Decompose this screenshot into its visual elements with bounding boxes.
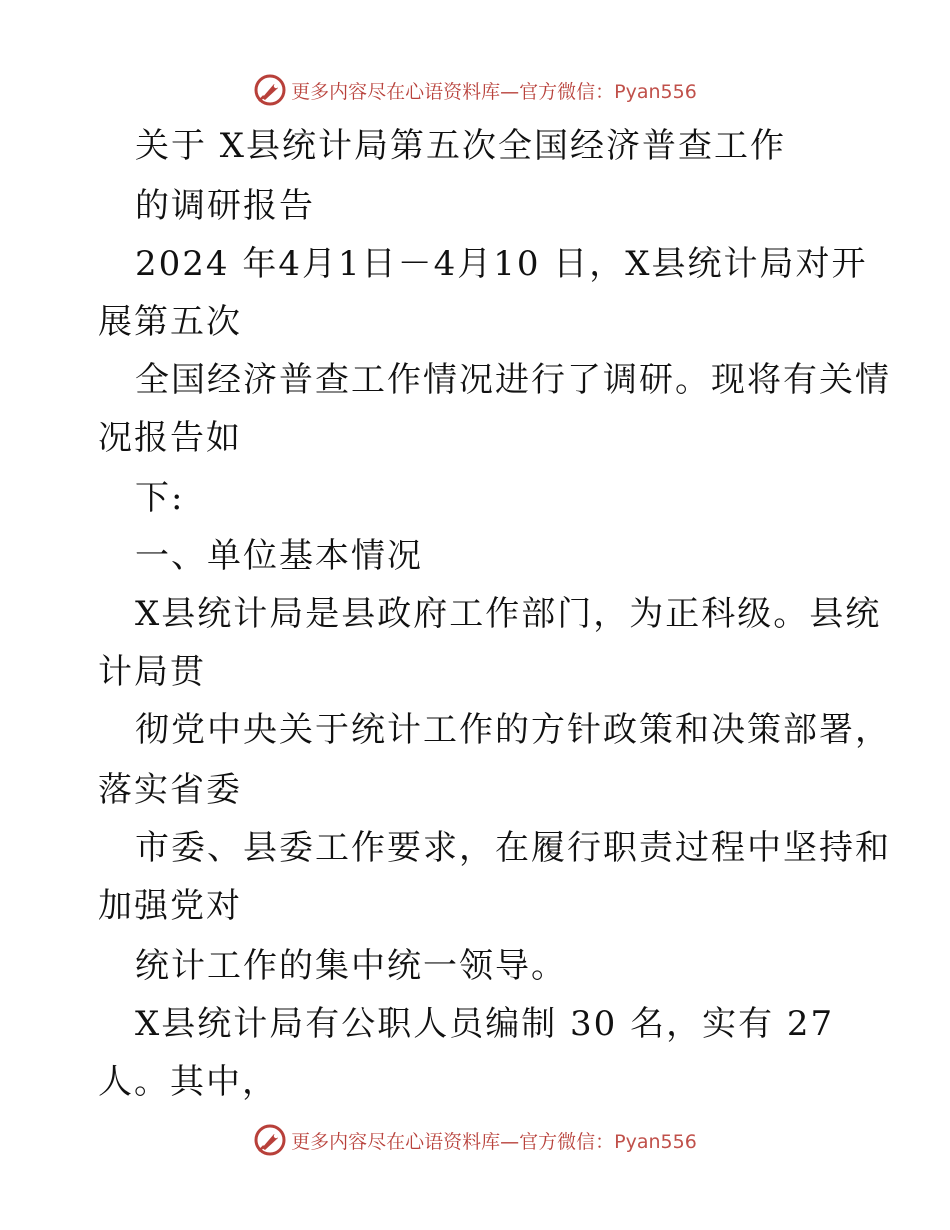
paragraph-line: 计局贯 [98, 652, 206, 692]
paragraph-line: 人。其中， [98, 1062, 278, 1102]
watermark-wechat-id: Pyan556 [614, 80, 697, 103]
paragraph-line: 下: [135, 478, 185, 518]
paragraph-line: X县统计局是县政府工作部门，为正科级。县统 [135, 594, 882, 634]
paragraph-line: 况报告如 [98, 418, 242, 458]
pen-nib-logo-icon [253, 1123, 287, 1157]
watermark-wechat-id: Pyan556 [614, 1130, 697, 1153]
paragraph-line: 落实省委 [98, 770, 242, 810]
section-heading: 一、单位基本情况 [135, 536, 423, 576]
paragraph-line: 2024 年4月1日－4月10 日，X县统计局对开 [135, 244, 868, 284]
watermark-text: 更多内容尽在心语资料库—官方微信：Pyan556 [291, 80, 697, 103]
paragraph-line: 全国经济普查工作情况进行了调研。现将有关情 [135, 360, 891, 400]
document-title-line-1: 关于 X县统计局第五次全国经济普查工作 [135, 126, 787, 166]
watermark-banner-bottom [0, 1120, 950, 1160]
paragraph-line: X县统计局有公职人员编制 30 名，实有 27 [135, 1004, 835, 1044]
paragraph-line: 市委、县委工作要求，在履行职责过程中坚持和 [135, 828, 891, 868]
document-title-line-2: 的调研报告 [135, 186, 315, 226]
watermark-banner-top [0, 70, 950, 110]
paragraph-line: 彻党中央关于统计工作的方针政策和决策部署， [135, 710, 891, 750]
pen-nib-logo-icon [253, 73, 287, 107]
watermark-text: 更多内容尽在心语资料库—官方微信：Pyan556 [291, 1130, 697, 1153]
paragraph-line: 展第五次 [98, 302, 242, 342]
paragraph-line: 加强党对 [98, 886, 242, 926]
paragraph-line: 统计工作的集中统一领导。 [135, 946, 567, 986]
